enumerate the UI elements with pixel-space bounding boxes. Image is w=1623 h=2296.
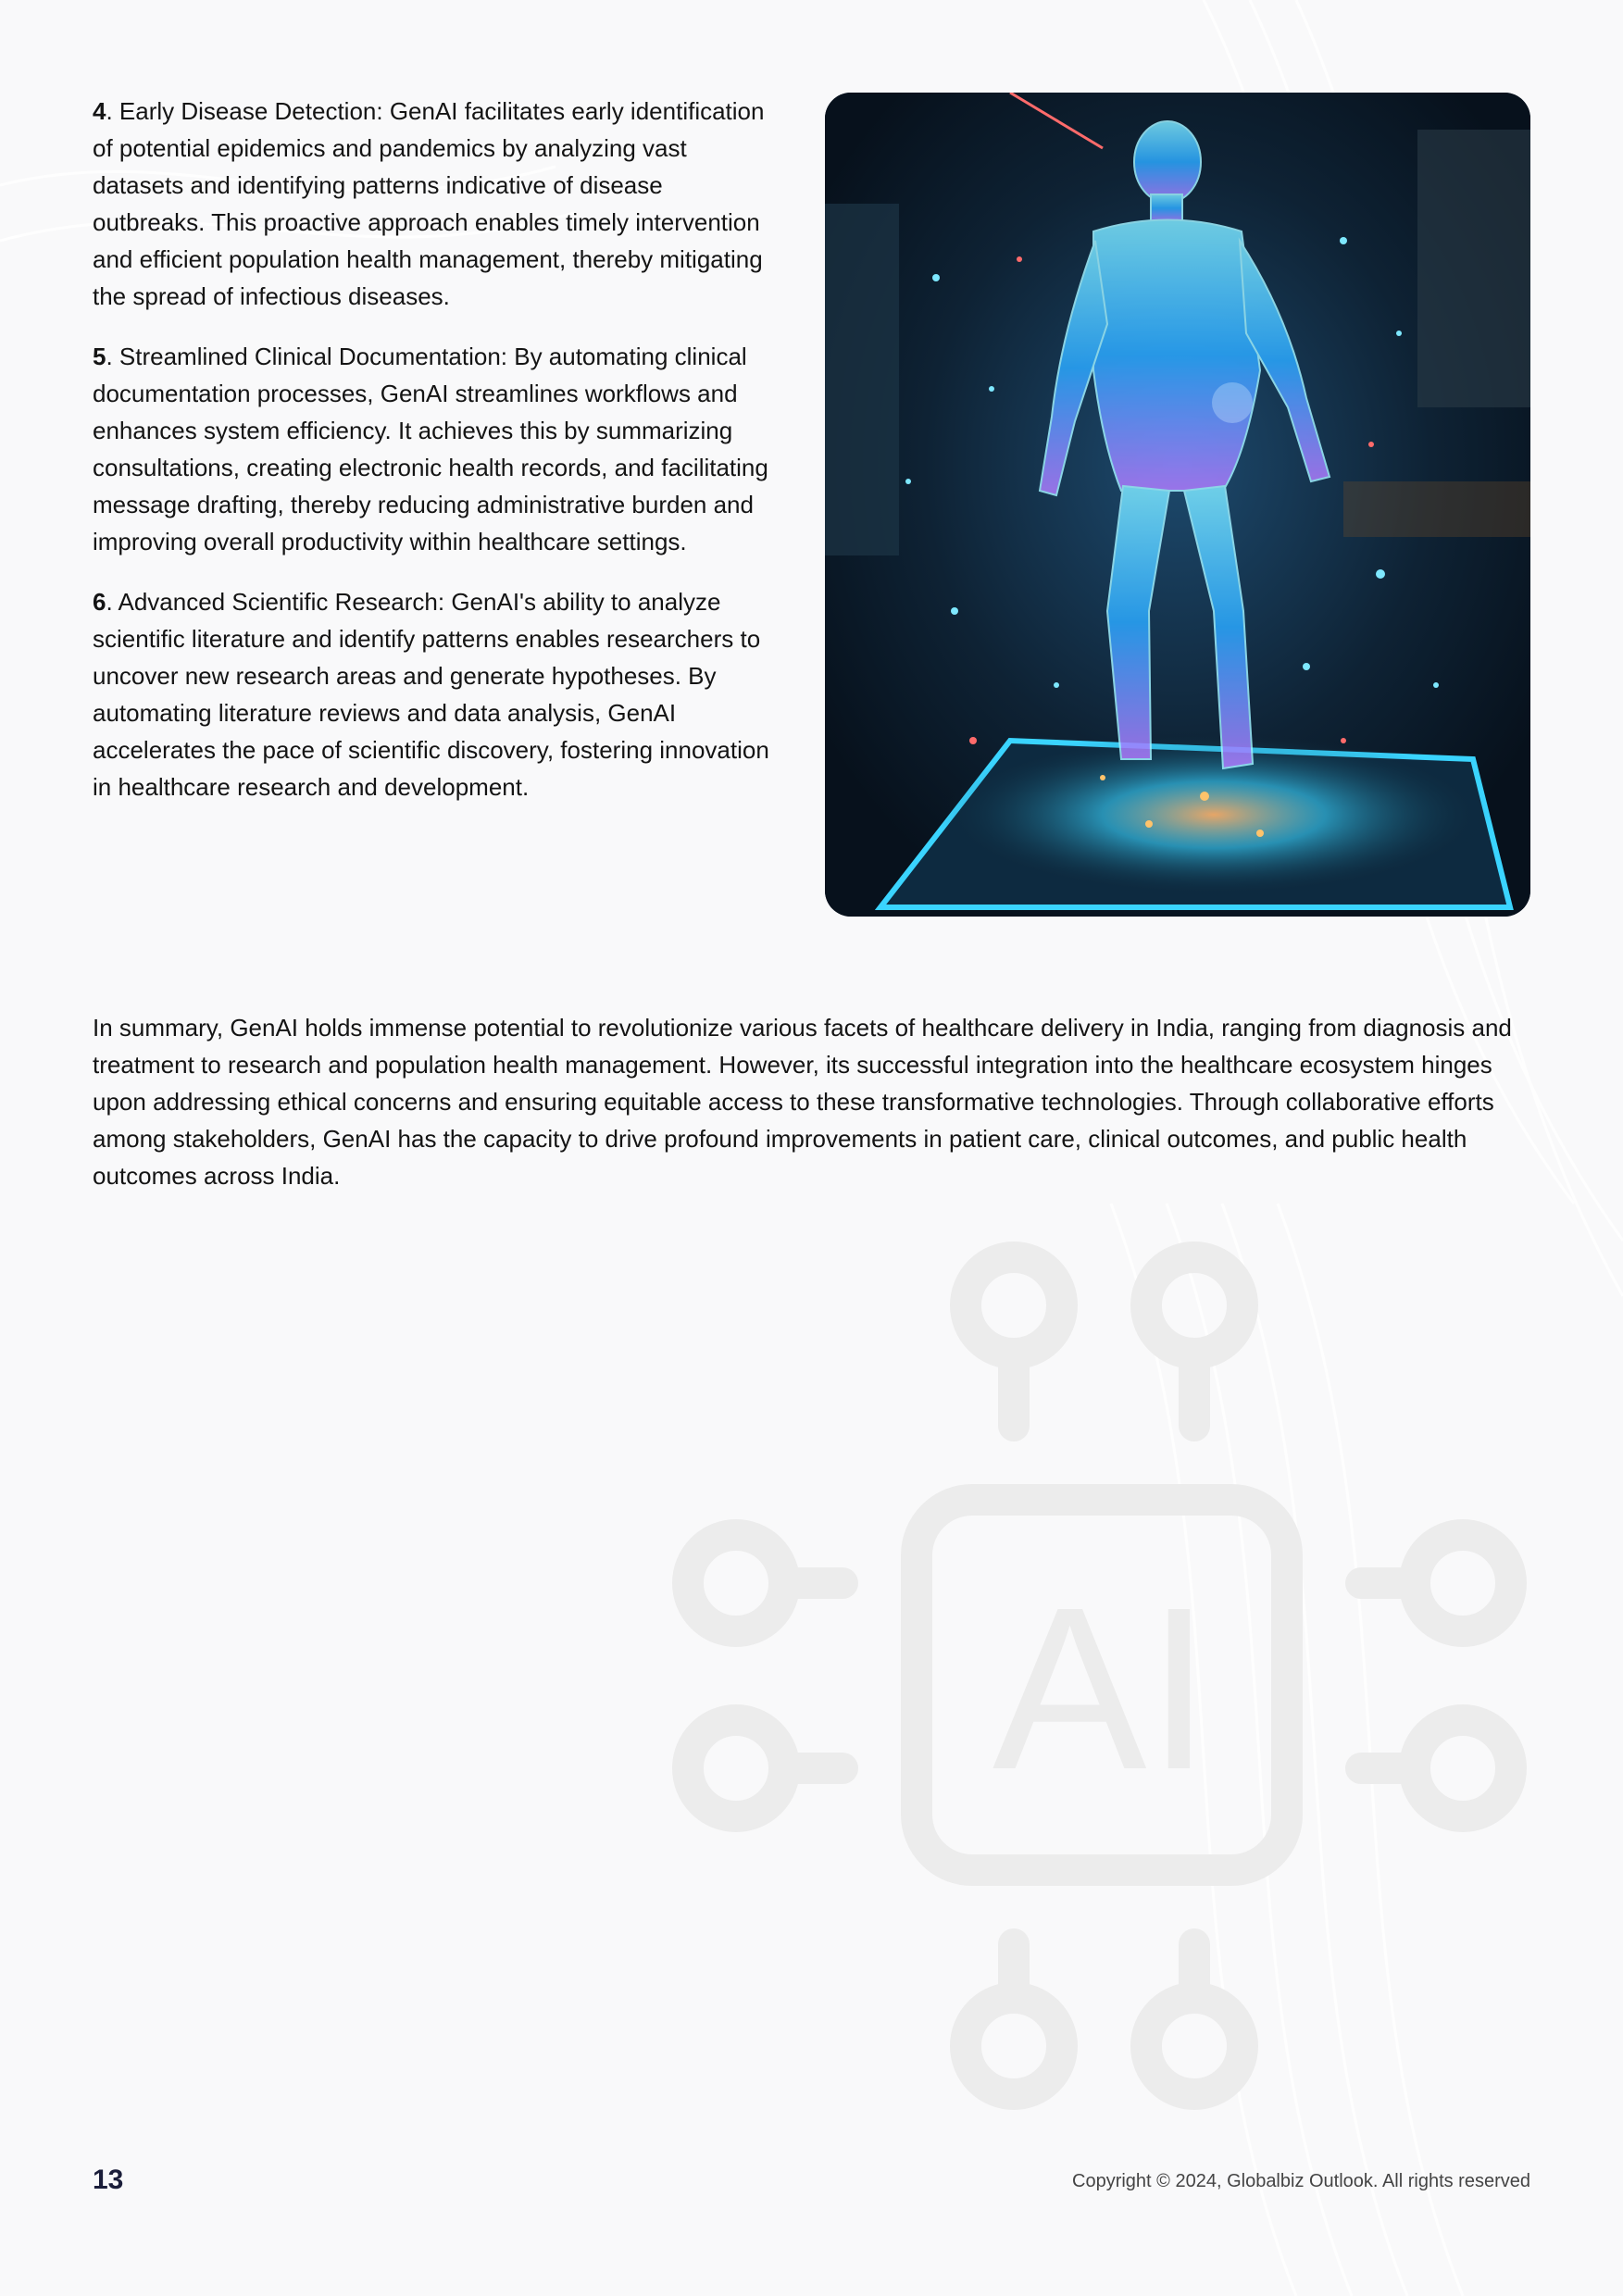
watermark-ai-text: AI <box>992 1559 1212 1817</box>
item-number: 4 <box>93 97 106 125</box>
item-number: 6 <box>93 588 106 616</box>
summary-paragraph: In summary, GenAI holds immense potential to revolutionize various facets of healthcare delivery in India, ranging from diagnosis and treatment to research and population health management. However, its successful integration into the healthcare ecosystem hinges upon addressing ethical concerns and ensuring equitable access to these transformative technologies. Through collaborative efforts among stakeholders, GenAI has the capacity to drive profound improvements in patient care, clinical outcomes, and public health outcomes across India. <box>93 1014 1512 1190</box>
copyright-notice: Copyright © 2024, Globalbiz Outlook. All rights reserved <box>1072 2171 1530 2191</box>
item-text: . Advanced Scientific Research: GenAI's ability to analyze scientific literature and identify patterns enables researchers to uncover new research areas and generate hypotheses. By automating literature reviews and data analysis, GenAI accelerates the pace of scientific discovery, fostering innovation in healthcare research and development. <box>93 588 769 801</box>
item-number: 5 <box>93 343 106 370</box>
item-text: . Early Disease Detection: GenAI facilitates early identification of potential epidemics and pandemics by analyzing vast datasets and identifying patterns indicative of disease outbreaks. This proactive approach enables timely intervention and efficient population health management, thereby mitigating the spread of infectious diseases. <box>93 97 765 310</box>
item-text: . Streamlined Clinical Documentation: By automating clinical documentation processes, GenAI streamlines workflows and enhances system efficiency. It achieves this by summarizing consultations, creating electronic health records, and facilitating message drafting, thereby reducing administrative burden and improving overall productivity within healthcare settings. <box>93 343 768 555</box>
list-item <box>93 583 773 805</box>
benefits-list <box>93 93 773 829</box>
ai-chip-icon <box>648 1222 1555 2166</box>
list-item <box>93 93 773 315</box>
page-number: 13 <box>93 2165 124 2195</box>
holographic-human-image <box>825 93 1530 917</box>
list-item <box>93 338 773 560</box>
